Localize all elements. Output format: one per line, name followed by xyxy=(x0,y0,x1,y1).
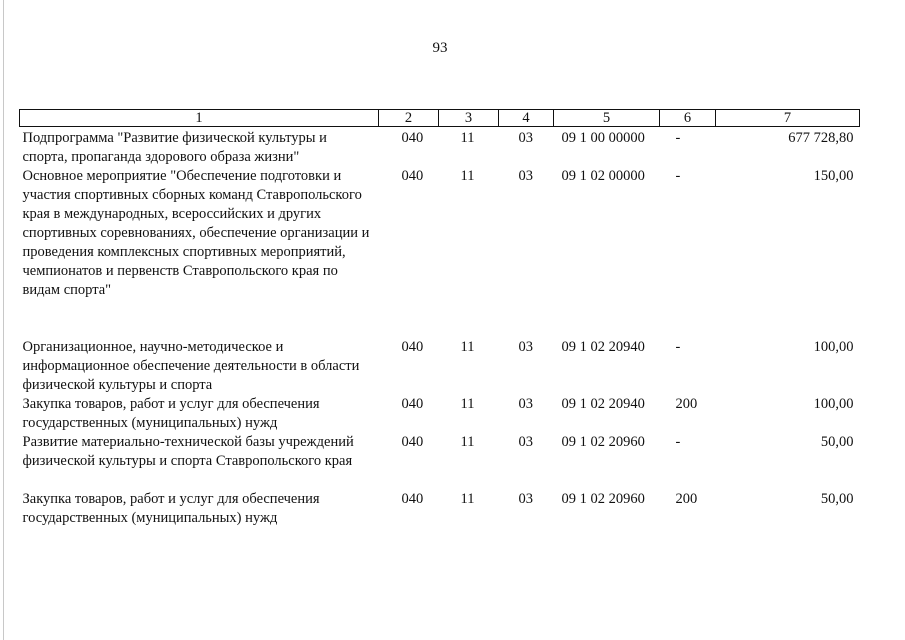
table-row xyxy=(20,490,860,528)
column-header-3: 3 xyxy=(439,110,499,127)
row-col-6: - xyxy=(675,434,681,450)
table-row xyxy=(20,433,860,490)
row-col-2: 040 xyxy=(401,434,424,450)
scan-edge-line xyxy=(3,0,4,640)
table-row xyxy=(20,127,860,168)
column-header-5: 5 xyxy=(554,110,660,127)
row-amount: 50,00 xyxy=(820,491,854,507)
row-col-4: 03 xyxy=(518,491,533,507)
budget-table xyxy=(19,109,860,528)
row-col-2: 040 xyxy=(401,396,424,412)
column-header-1: 1 xyxy=(20,110,379,127)
row-col-5: 09 1 02 20960 xyxy=(561,491,645,507)
column-header-7: 7 xyxy=(716,110,860,127)
row-col-3: 11 xyxy=(460,130,475,146)
row-amount: 50,00 xyxy=(820,434,854,450)
table-row xyxy=(20,338,860,395)
row-amount: 100,00 xyxy=(813,339,854,355)
row-col-3: 11 xyxy=(460,396,475,412)
row-col-6: - xyxy=(675,130,681,146)
table-header-row xyxy=(20,110,860,127)
row-name: Закупка товаров, работ и услуг для обеспечения государственных (муниципальных) нужд xyxy=(22,491,320,526)
row-name: Закупка товаров, работ и услуг для обеспечения государственных (муниципальных) нужд xyxy=(22,396,320,431)
row-col-3: 11 xyxy=(460,168,475,184)
row-col-6: - xyxy=(675,168,681,184)
row-col-5: 09 1 02 20940 xyxy=(561,339,645,355)
row-col-6: - xyxy=(675,339,681,355)
row-name: Развитие материально-технической базы учреждений физической культуры и спорта Ставропольского края xyxy=(22,434,354,469)
column-header-6: 6 xyxy=(660,110,716,127)
row-col-2: 040 xyxy=(401,491,424,507)
row-col-4: 03 xyxy=(518,339,533,355)
row-amount: 150,00 xyxy=(813,168,854,184)
row-name: Подпрограмма "Развитие физической культуры и спорта, пропаганда здорового образа жизни" xyxy=(22,130,327,165)
row-col-4: 03 xyxy=(518,396,533,412)
column-header-2: 2 xyxy=(379,110,439,127)
row-col-4: 03 xyxy=(518,434,533,450)
row-col-6: 200 xyxy=(675,491,698,507)
row-col-2: 040 xyxy=(401,168,424,184)
row-col-4: 03 xyxy=(518,130,533,146)
row-col-6: 200 xyxy=(675,396,698,412)
table-row xyxy=(20,167,860,338)
row-col-2: 040 xyxy=(401,130,424,146)
row-col-4: 03 xyxy=(518,168,533,184)
row-col-3: 11 xyxy=(460,339,475,355)
column-header-4: 4 xyxy=(499,110,554,127)
row-name: Организационное, научно-методическое и информационное обеспечение деятельности в области физической культуры и спорта xyxy=(22,339,360,393)
row-col-5: 09 1 00 00000 xyxy=(561,130,645,146)
page-number: 93 xyxy=(432,40,448,56)
row-col-3: 11 xyxy=(460,434,475,450)
row-col-5: 09 1 02 00000 xyxy=(561,168,645,184)
row-name: Основное мероприятие "Обеспечение подготовки и участия спортивных сборных команд Ставропольского края в международных, всероссийских и других спортивных соревнованиях, обеспечение организации и проведения комплексных спортивных мероприятий, чемпионатов и первенств Ставропольского края по видам спорта" xyxy=(22,168,370,298)
row-col-3: 11 xyxy=(460,491,475,507)
table-row xyxy=(20,395,860,433)
row-amount: 100,00 xyxy=(813,396,854,412)
row-amount: 677 728,80 xyxy=(788,130,854,146)
row-col-5: 09 1 02 20940 xyxy=(561,396,645,412)
row-col-5: 09 1 02 20960 xyxy=(561,434,645,450)
row-col-2: 040 xyxy=(401,339,424,355)
